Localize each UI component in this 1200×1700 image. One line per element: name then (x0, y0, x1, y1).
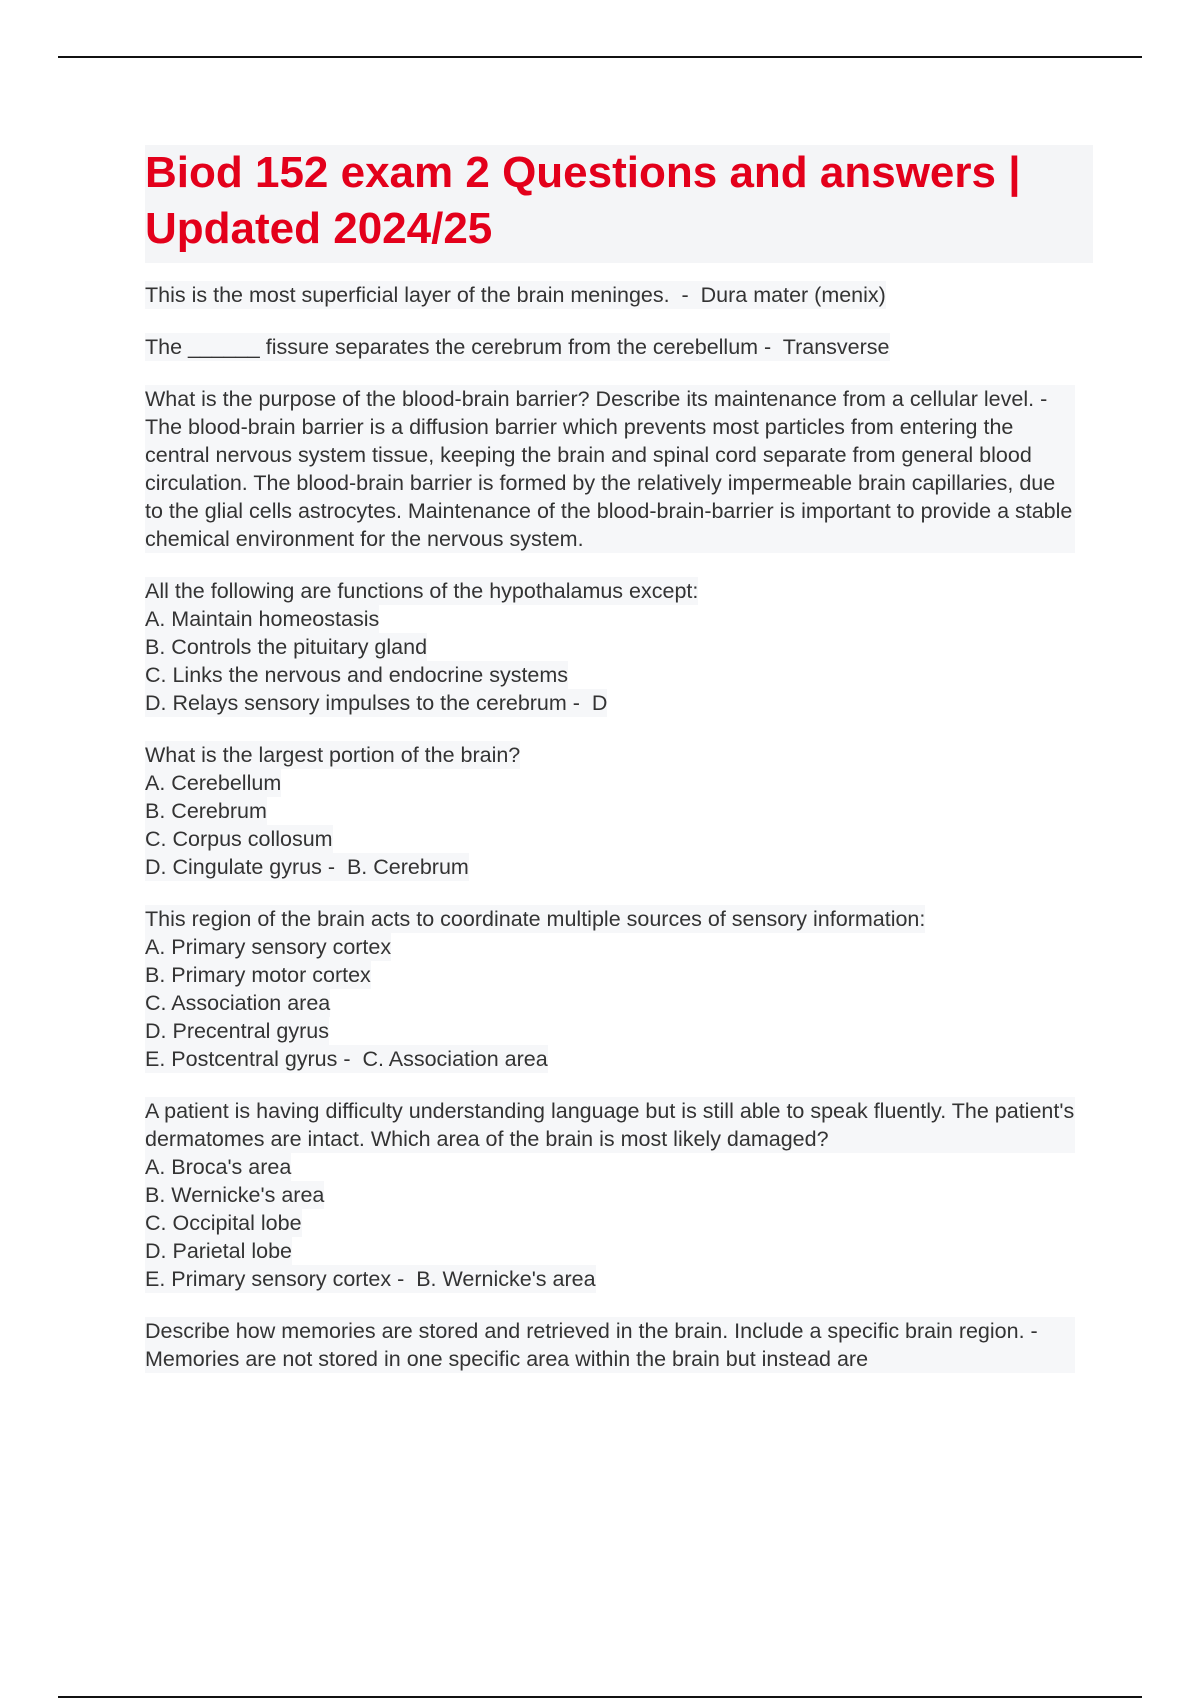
qa-question: What is the largest portion of the brain? (145, 743, 521, 767)
qa-item (145, 905, 1090, 1073)
qa-item (145, 741, 1090, 881)
qa-option: A. Primary sensory cortex (145, 935, 392, 959)
qa-option: C. Corpus collosum (145, 827, 333, 851)
qa-item (145, 333, 1090, 361)
qa-option: B. Controls the pituitary gland (145, 635, 428, 659)
top-rule (58, 56, 1142, 58)
qa-option: B. Primary motor cortex (145, 963, 371, 987)
qa-option: B. Cerebrum (145, 799, 267, 823)
title-box (145, 145, 1093, 263)
qa-line: The ______ fissure separates the cerebrum from the cerebellum - Transverse (145, 335, 890, 359)
document-body (145, 145, 1090, 1397)
qa-item (145, 1317, 1090, 1373)
qa-option: E. Primary sensory cortex - B. Wernicke's area (145, 1267, 596, 1291)
qa-option: D. Relays sensory impulses to the cerebrum - D (145, 691, 608, 715)
qa-item (145, 385, 1090, 553)
qa-paragraph: What is the purpose of the blood-brain barrier? Describe its maintenance from a cellular level. - The blood-brain barrier is a diffusion barrier which prevents most particles from entering the central nervous system tissue, keeping the brain and spinal cord separate from general blood circulation. The blood-brain barrier is formed by the relatively impermeable brain capillaries, due to the glial cells astrocytes. Maintenance of the blood-brain-barrier is important to provide a stable chemical environment for the nervous system. (145, 385, 1075, 553)
bottom-rule (58, 1696, 1142, 1698)
qa-option: E. Postcentral gyrus - C. Association area (145, 1047, 548, 1071)
document-title: Biod 152 exam 2 Questions and answers | Updated 2024/25 (145, 148, 1021, 253)
qa-line: This is the most superficial layer of the brain meninges. - Dura mater (menix) (145, 283, 886, 307)
qa-question: All the following are functions of the hypothalamus except: (145, 579, 699, 603)
qa-option: A. Maintain homeostasis (145, 607, 380, 631)
qa-option: B. Wernicke's area (145, 1183, 325, 1207)
qa-question: A patient is having difficulty understanding language but is still able to speak fluently. The patient's dermatomes are intact. Which area of the brain is most likely damaged? (145, 1099, 1075, 1151)
qa-question: This region of the brain acts to coordinate multiple sources of sensory information: (145, 907, 926, 931)
qa-paragraph: Describe how memories are stored and retrieved in the brain. Include a specific brain region. - Memories are not stored in one specific area within the brain but instead are (145, 1317, 1075, 1373)
qa-option: C. Links the nervous and endocrine systems (145, 663, 569, 687)
qa-item (145, 577, 1090, 717)
qa-item (145, 281, 1090, 309)
qa-option: D. Parietal lobe (145, 1239, 292, 1263)
qa-option: C. Association area (145, 991, 331, 1015)
qa-option: C. Occipital lobe (145, 1211, 302, 1235)
qa-option: D. Precentral gyrus (145, 1019, 330, 1043)
qa-item (145, 1097, 1090, 1293)
qa-option: D. Cingulate gyrus - B. Cerebrum (145, 855, 469, 879)
qa-option: A. Broca's area (145, 1155, 292, 1179)
qa-option: A. Cerebellum (145, 771, 282, 795)
